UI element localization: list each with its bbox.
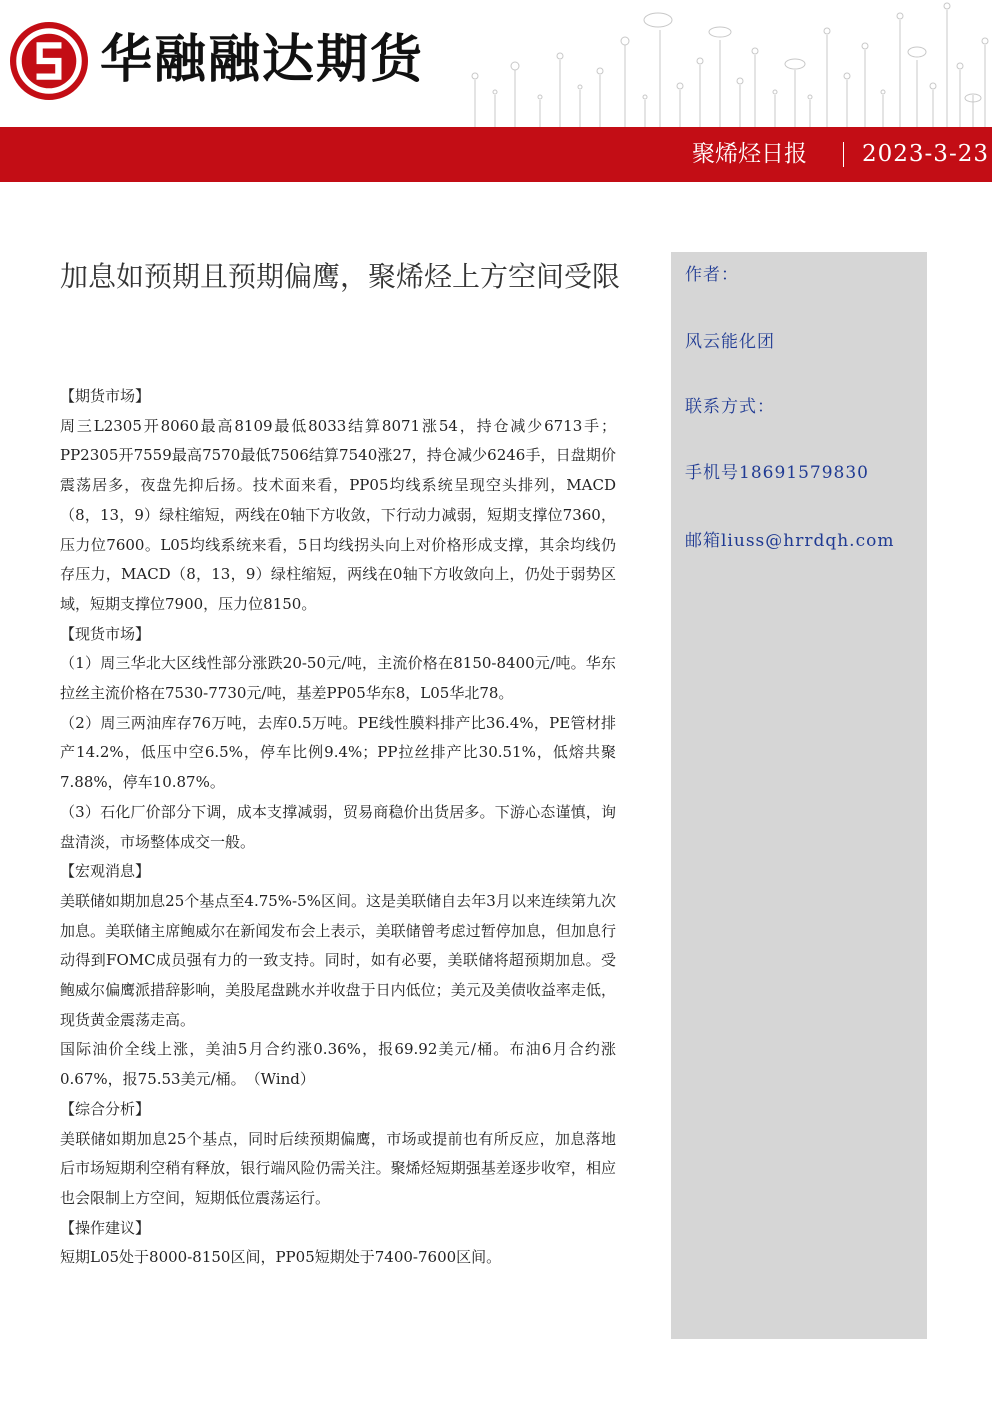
hrrd-logo-icon bbox=[10, 22, 88, 100]
email-address: 邮箱liuss@hrrdqh.com bbox=[685, 531, 895, 551]
author-label: 作者： bbox=[685, 265, 739, 285]
paragraph-macro-1: 美联储如期加息25个基点至4.75%-5%区间。这是美联储自去年3月以来连续第九次加息。美联储主席鲍威尔在新闻发布会上表示，美联储曾考虑过暂停加息，但加息行动得到FOMC成员强有力的一致支持。同时，如有必要，美联储将超预期加息。受鲍威尔偏鹰派措辞影响，美股尾盘跳水并收盘于日内低位；美元及美债收益率走低，现货黄金震荡走高。 bbox=[60, 891, 616, 1029]
author-sidebar bbox=[671, 252, 927, 1339]
section-heading-spot: 【现货市场】 bbox=[60, 624, 151, 643]
paragraph-advice: 短期L05处于8000-8150区间，PP05短期处于7400-7600区间。 bbox=[60, 1248, 502, 1267]
banner-divider bbox=[843, 142, 844, 167]
section-heading-analysis: 【综合分析】 bbox=[60, 1099, 151, 1118]
section-heading-macro: 【宏观消息】 bbox=[60, 862, 151, 881]
contact-label: 联系方式： bbox=[685, 397, 775, 417]
report-name: 聚烯烃日报 bbox=[692, 141, 807, 167]
report-date: 2023-3-23 bbox=[862, 141, 989, 167]
company-name: 华融融达期货 bbox=[100, 30, 425, 90]
paragraph-analysis: 美联储如期加息25个基点，同时后续预期偏鹰，市场或提前也有所反应，加息落地后市场短期利空稍有释放，银行端风险仍需关注。聚烯烃短期强基差逐步收窄，相应也会限制上方空间，短期低位震荡运行。 bbox=[60, 1129, 616, 1207]
report-title: 加息如预期且预期偏鹰，聚烯烃上方空间受限 bbox=[60, 260, 621, 293]
paragraph-futures: 周三L2305开8060最高8109最低8033结算8071涨54，持仓减少6713手；PP2305开7559最高7570最低7506结算7540涨27，持仓减少6246手，日盘期价震荡居多，夜盘先抑后扬。技术面来看，PP05均线系统呈现空头排列，MACD（8，13，9）绿柱缩短，两线在0轴下方收敛，下行动力减弱，短期支撑位7360，压力位7600。L05均线系统来看，5日均线拐头向上对价格形成支撑，其余均线仍存压力，MACD（8，13，9）绿柱缩短，两线在0轴下方收敛向上，仍处于弱势区域，短期支撑位7900，压力位8150。 bbox=[60, 416, 616, 613]
phone-number: 手机号18691579830 bbox=[685, 463, 869, 483]
author-name: 风云能化团 bbox=[685, 332, 775, 352]
paragraph-spot-3: （3）石化厂价部分下调，成本支撑减弱，贸易商稳价出货居多。下游心态谨慎，询盘清淡，市场整体成交一般。 bbox=[60, 802, 616, 851]
header-decoration bbox=[455, 0, 992, 128]
paragraph-macro-2: 国际油价全线上涨，美油5月合约涨0.36%，报69.92美元/桶。布油6月合约涨0.67%，报75.53美元/桶。 （Wind） bbox=[60, 1040, 616, 1089]
section-heading-futures: 【期货市场】 bbox=[60, 387, 151, 405]
section-heading-advice: 【操作建议】 bbox=[60, 1218, 151, 1237]
paragraph-spot-1: （1）周三华北大区线性部分涨跌20-50元/吨，主流价格在8150-8400元/吨。华东拉丝主流价格在7530-7730元/吨，基差PP05华东8，L05华北78。 bbox=[60, 654, 616, 703]
header-banner bbox=[0, 127, 992, 182]
paragraph-spot-2: （2）周三两油库存76万吨，去库0.5万吨。PE线性膜料排产比36.4%，PE管材排产14.2%，低压中空6.5%，停车比例9.4%；PP拉丝排产比30.51%，低熔共聚7.88%，停车10.87%。 bbox=[60, 713, 616, 792]
report-body bbox=[60, 382, 616, 1273]
